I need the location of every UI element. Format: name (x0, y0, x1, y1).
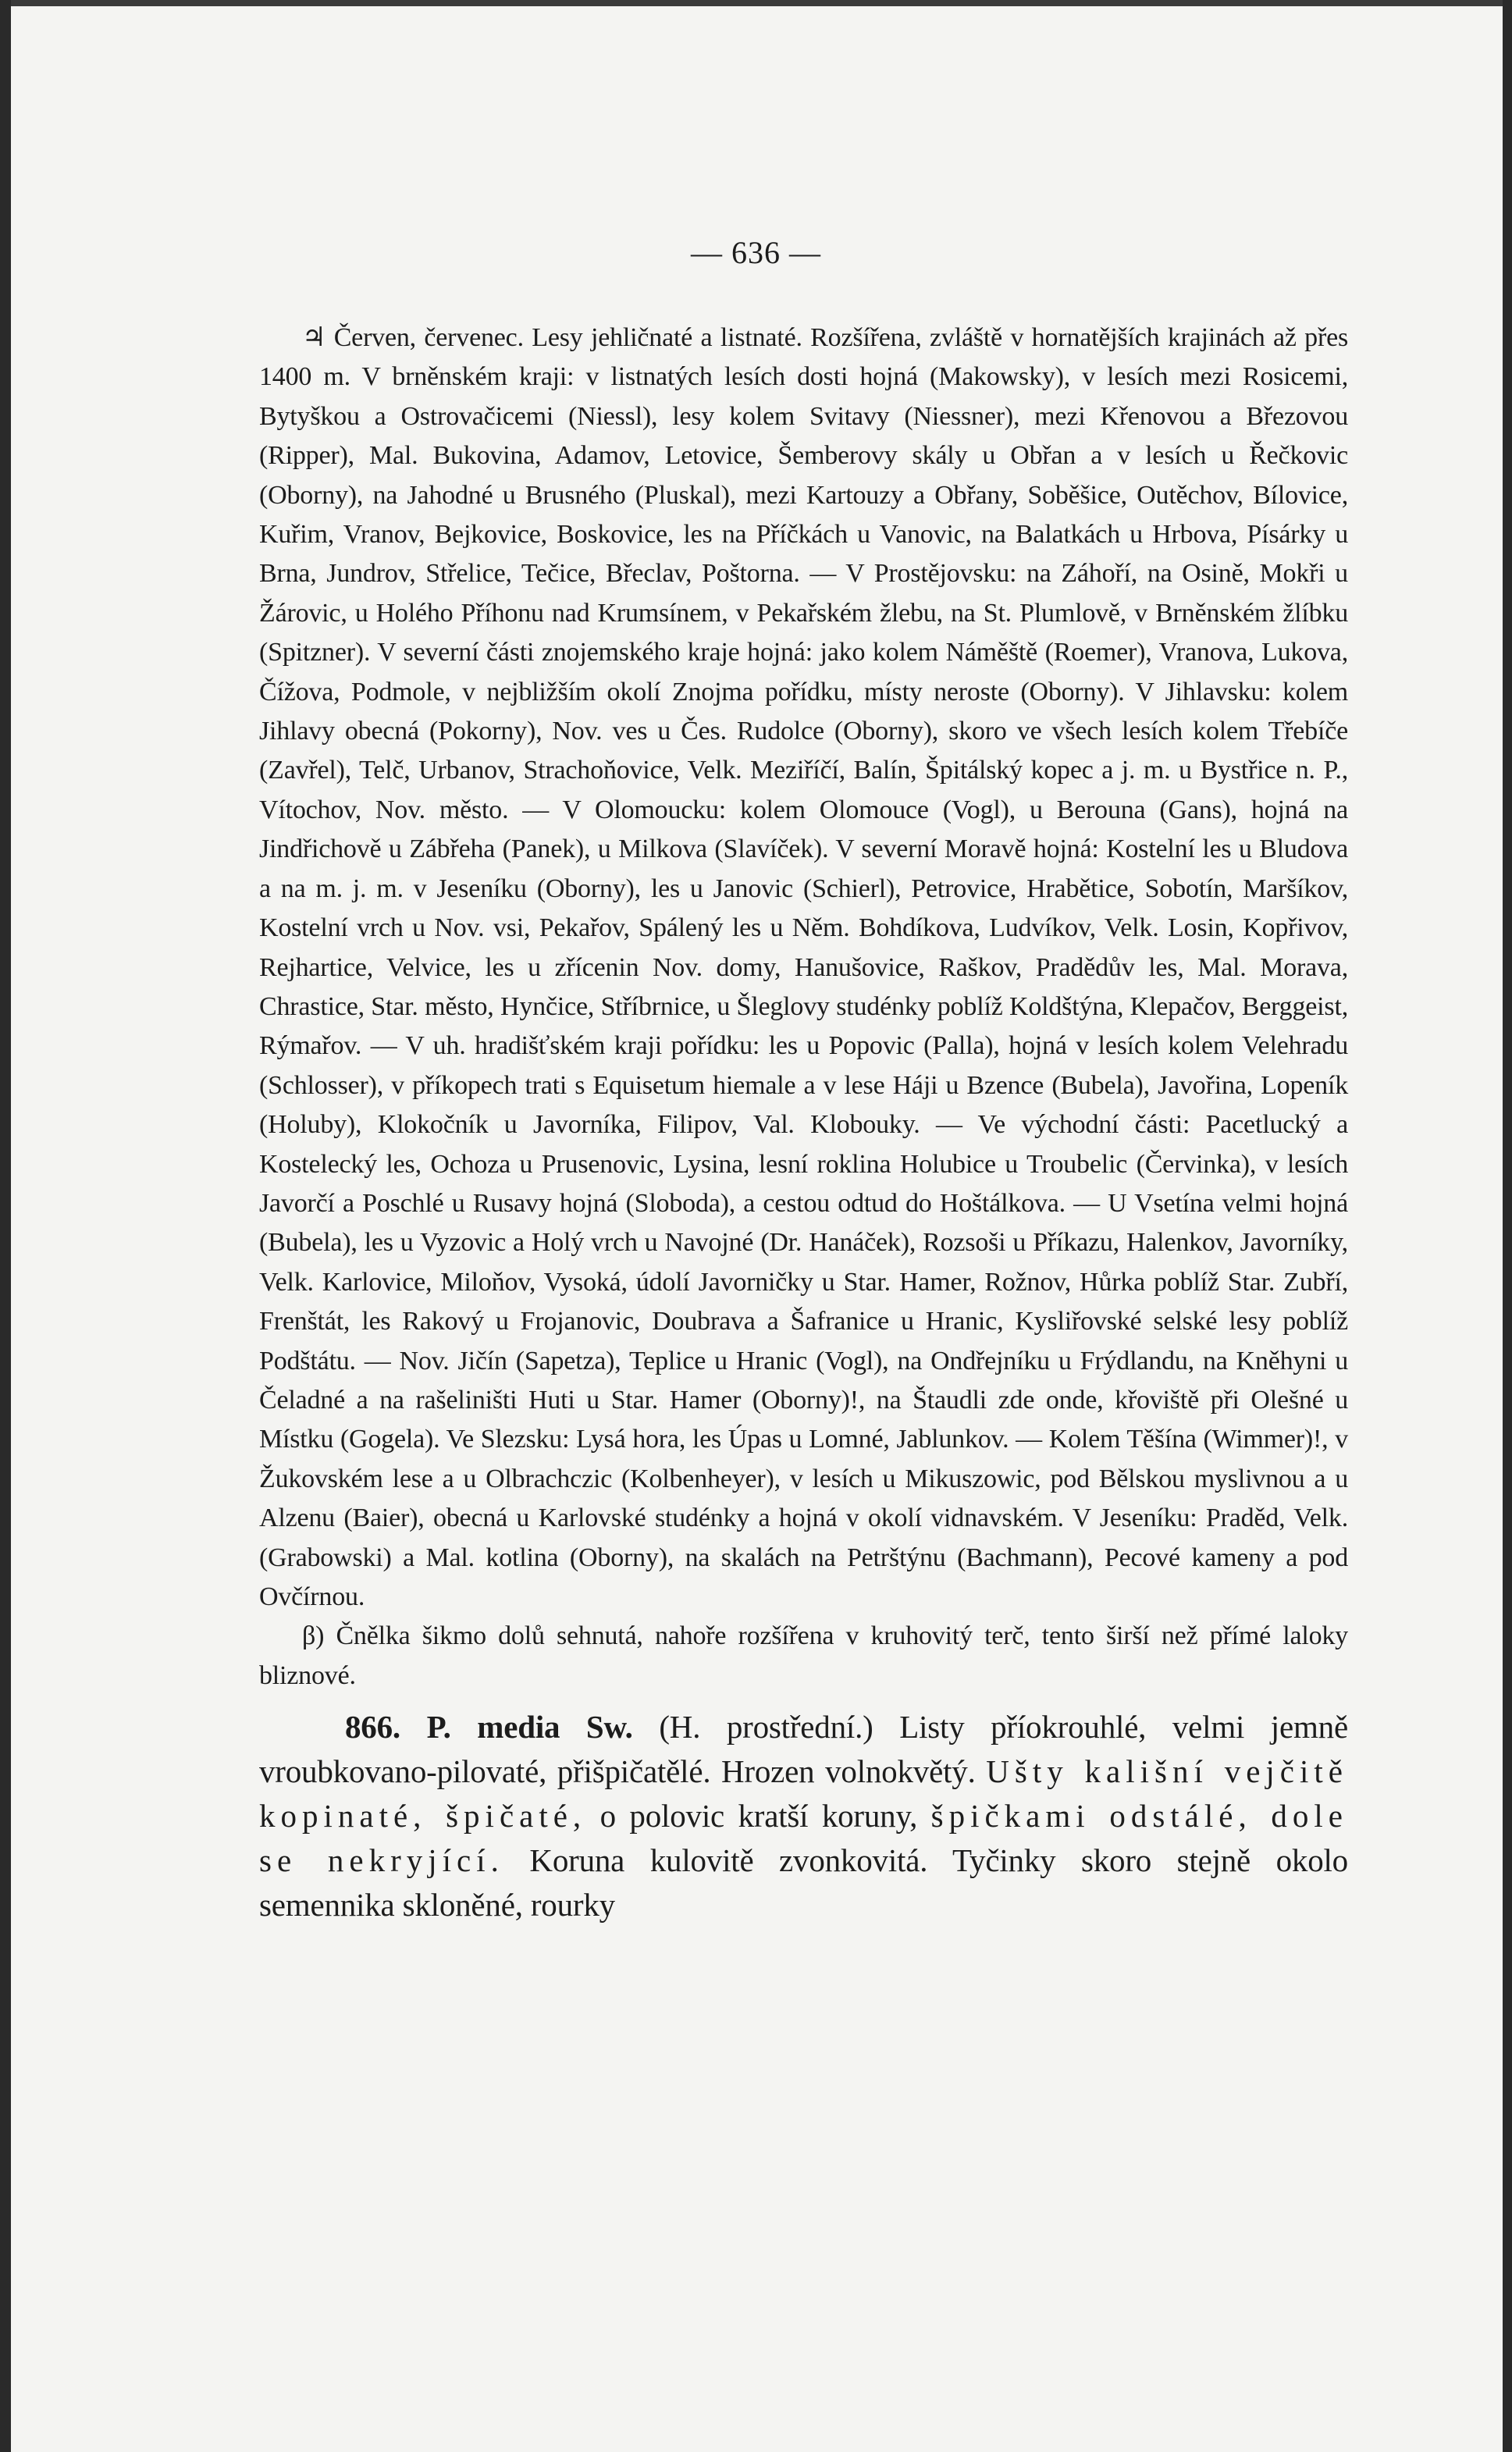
species-spaced-2: špičkami odstálé, dole se nekryjící. (259, 1798, 1348, 1879)
habitat-paragraph: ♃ Červen, červenec. Lesy jehličnaté a listnaté. Rozšířena, zvláště v hornatějších krajinách až přes 1400 m. V brněnském kraji: v listnatých lesích dosti hojná (Makowsky), v lesích mezi Rosicemi, Bytyškou a Ostrovačicemi (Niessl), lesy kolem Svitavy (Niessner), mezi Křenovou a Březovou (Ripper), Mal. Bukovina, Adamov, Letovice, Šemberovy skály u Obřan a v lesích u Řečkovic (Oborny), na Jahodné u Brusného (Pluskal), mezi Kartouzy a Obřany, Soběšice, Outěchov, Bílovice, Kuřim, Vranov, Bejkovice, Boskovice, les na Příčkách u Vanovic, na Balatkách u Hrbova, Písárky u Brna, Jundrov, Střelice, Tečice, Břeclav, Poštorna. — V Prostějovsku: na Záhoří, na Osině, Mokři u Žárovic, u Holého Příhonu nad Krumsínem, v Pekařském žlebu, na St. Plumlově, v Brněnském žlíbku (Spitzner). V severní části znojemského kraje hojná: jako kolem Náměště (Roemer), Vranova, Lukova, Čížova, Podmole, v nejbližším okolí Znojma pořídku, místy neroste (Oborny). V Jihlavsku: kolem Jihlavy obecná (Pokorny), Nov. ves u Čes. Rudolce (Oborny), skoro ve všech lesích kolem Třebíče (Zavřel), Telč, Urbanov, Strachoňovice, Velk. Meziříčí, Balín, Špitálský kopec a j. m. u Bystřice n. P., Vítochov, Nov. město. — V Olomoucku: kolem Olomouce (Vogl), u Berouna (Gans), hojná na Jindřichově u Zábřeha (Panek), u Milkova (Slavíček). V severní Moravě hojná: Kostelní les u Bludova a na m. j. m. v Jeseníku (Oborny), les u Janovic (Schierl), Petrovice, Hrabětice, Sobotín, Maršíkov, Kostelní vrch u Nov. vsi, Pekařov, Spálený les u Něm. Bohdíkova, Ludvíkov, Velk. Losin, Kopřivov, Rejhartice, Velvice, les u zřícenin Nov. domy, Hanušovice, Raškov, Pradědův les, Mal. Morava, Chrastice, Star. město, Hynčice, Stříbrnice, u Šleglovy studénky poblíž Koldštýna, Klepačov, Berggeist, Rýmařov. — V uh. hradišťském kraji pořídku: les u Popovic (Palla), hojná v lesích kolem Velehradu (Schlosser), v příkopech trati s Equisetum hiemale a v lese Háji u Bzence (Bubela), Javořina, Lopeník (Holuby), Klokočník u Javorníka, Filipov, Val. Klobouky. — Ve východní části: Pacetlucký a Kostelecký les, Ochoza u Prusenovic, Lysina, lesní roklina Holubice u Troubelic (Červinka), v lesích Javorčí a Poschlé u Rusavy hojná (Sloboda), a cestou odtud do Hoštálkova. — U Vsetína velmi hojná (Bubela), les u Vyzovic a Holý vrch u Navojné (Dr. Hanáček), Rozsoši u Příkazu, Halenkov, Javorníky, Velk. Karlovice, Miloňov, Vysoká, údolí Javorničky u Star. Hamer, Rožnov, Hůrka poblíž Star. Zubří, Frenštát, les Rakový u Frojanovic, Doubrava a Šafranice u Hranic, Kysliřovské selské lesy poblíž Podštátu. — Nov. Jičín (Sapetza), Teplice u Hranic (Vogl), na Ondřejníku u Frýdlandu, na Kněhyni u Čeladné a na rašeliništi Huti u Star. Hamer (Oborny)!, na Štaudli zde onde, křoviště při Olešné u Místku (Gogela). Ve Slezsku: Lysá hora, les Úpas u Lomné, Jablunkov. — Kolem Těšína (Wimmer)!, v Žukovském lese a u Olbrachczic (Kolbenheyer), v lesích u Mikuszowic, pod Bělskou myslivnou a u Alzenu (Baier), obecná u Karlovské studénky a hojná v okolí vidnavském. V Jeseníku: Praděd, Velk. (Grabowski) a Mal. kotlina (Oborny), na skalách na Petrštýnu (Bachmann), Pecové kameny a pod Ovčírnou. (259, 323, 1348, 1611)
page-number: — 636 — (691, 235, 821, 270)
species-description-1: Listy příokrouhlé, velmi jemně vroubkovano-pilovaté, přišpičatělé. Hrozen volnokvětý. (259, 1709, 1348, 1790)
variety-label: β) (302, 1621, 325, 1651)
species-common-name: (H. prostřední.) (659, 1709, 873, 1746)
scan-edge-left (0, 0, 11, 2452)
species-number: 866. (345, 1709, 400, 1746)
species-spaced-1: Ušty kališní vejčitě kopinaté, špičaté, (259, 1753, 1348, 1835)
scan-edge-right (1503, 0, 1512, 2452)
species-name: P. media Sw. (426, 1709, 633, 1746)
scan-edge-top (0, 0, 1512, 6)
variety-paragraph (259, 1617, 1348, 1696)
species-paragraph (259, 1705, 1348, 1927)
species-description-3: Koruna kulovitě zvonkovitá. Tyčinky skoro stejně okolo semennika skloněné, rourky (259, 1842, 1348, 1924)
page-body (259, 319, 1348, 1927)
variety-description: Čnělka šikmo dolů sehnutá, nahoře rozšířena v kruhovitý terč, tento širší než přímé laloky bliznové. (259, 1621, 1348, 1690)
species-description-2: o polovic kratší koruny, (599, 1798, 918, 1835)
